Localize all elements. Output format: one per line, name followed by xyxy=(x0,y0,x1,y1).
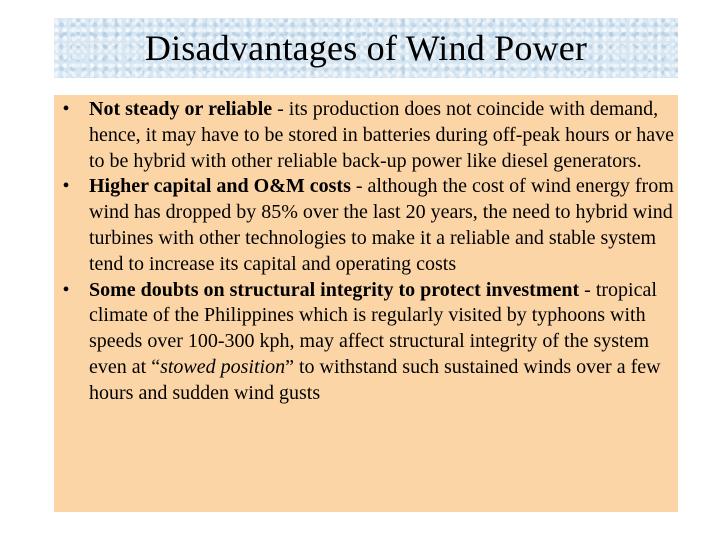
bullet-item-structural-integrity xyxy=(54,278,678,407)
bullet-item-costs xyxy=(54,174,678,277)
bullet-lead: Not steady or reliable xyxy=(89,98,273,120)
title-bar xyxy=(54,18,678,78)
bullet-separator: - xyxy=(272,98,289,120)
bullet-text-after: ” to withstand such sustained winds over a few hours and sudden wind gusts xyxy=(89,355,661,404)
bullet-marker: • xyxy=(62,98,70,120)
bullet-list xyxy=(54,97,678,407)
bullet-text: its production does not coincide with demand, hence, it may have to be stored in batteries during off-peak hours or have to be hybrid with other reliable back-up power like diesel generators. xyxy=(89,98,674,172)
bullet-item-reliability xyxy=(54,97,678,174)
bullet-text: although the cost of wind energy from wind has dropped by 85% over the last 20 years, the need to hybrid wind turbines with other technologies to make it a reliable and stable system tend to increase its capital and operating costs xyxy=(89,175,674,275)
bullet-lead: Some doubts on structural integrity to protect investment xyxy=(89,278,580,301)
bullet-separator: - xyxy=(350,175,368,198)
bullet-marker: • xyxy=(62,175,70,198)
bullet-text: tropical climate of the Philippines which is regularly visited by typhoons with speeds over 100-300 kph, may affect structural integrity of the system even at “ xyxy=(89,278,657,378)
bullet-separator: - xyxy=(579,278,596,301)
bullet-marker: • xyxy=(62,278,70,301)
content-box xyxy=(54,95,678,512)
bullet-italic-text: stowed position xyxy=(160,355,286,378)
bullet-lead: Higher capital and O&M costs xyxy=(89,175,351,198)
slide-title: Disadvantages of Wind Power xyxy=(144,28,588,68)
